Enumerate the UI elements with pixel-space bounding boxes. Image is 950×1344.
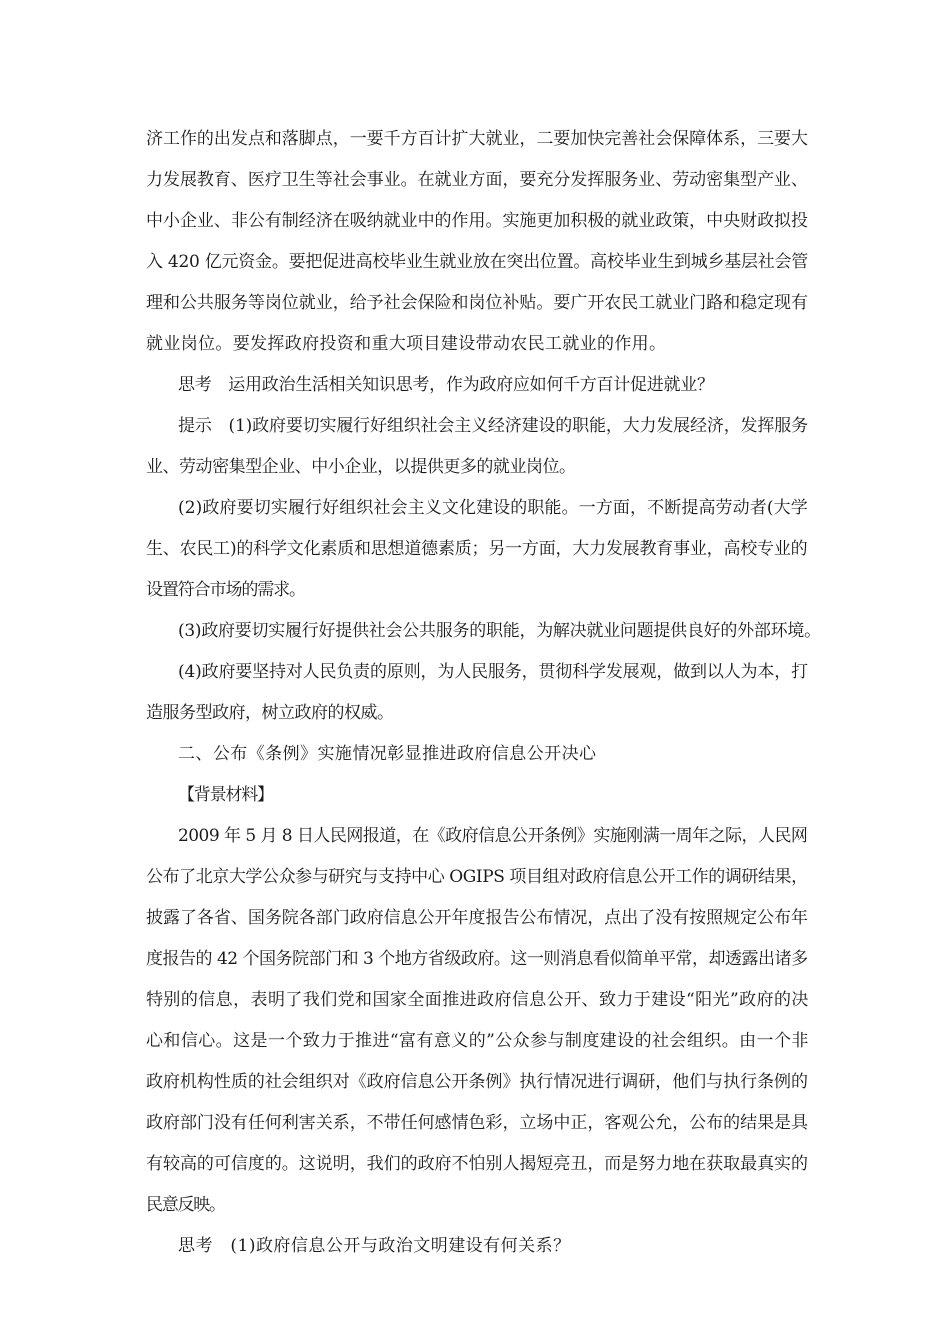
text-line: 政府部门没有任何利害关系，不带任何感情色彩，立场中正，客观公允，公布的结果是具 xyxy=(146,1113,808,1133)
text-line: 生、农民工)的科学文化素质和思想道德素质；另一方面，大力发展教育事业，高校专业的 xyxy=(146,539,808,559)
text-line: 造服务型政府，树立政府的权威。 xyxy=(146,703,394,723)
text-line: 心和信心。这是一个致力于推进“富有意义的”公众参与制度建设的社会组织。由一个非 xyxy=(146,1031,809,1051)
text-line: 业、劳动密集型企业、中小企业，以提供更多的就业岗位。 xyxy=(146,457,576,477)
text-line: 入 420 亿元资金。要把促进高校毕业生就业放在突出位置。高校毕业生到城乡基层社会管 xyxy=(146,252,809,272)
text-line: 理和公共服务等岗位就业，给予社会保险和岗位补贴。要广开农民工就业门路和稳定现有 xyxy=(146,293,808,313)
text-line: 中小企业、非公有制经济在吸纳就业中的作用。实施更加积极的就业政策，中央财政拟投 xyxy=(146,211,808,231)
text-line: (4)政府要坚持对人民负责的原则，为人民服务，贯彻科学发展观，做到以人为本，打 xyxy=(178,662,808,682)
text-line: 度报告的 42 个国务院部门和 3 个地方省级政府。这一则消息看似简单平常，却透露出诸多 xyxy=(146,949,808,969)
text-line: 思考 运用政治生活相关知识思考，作为政府应如何千方百计促进就业？ xyxy=(178,375,714,395)
text-line: 设置符合市场的需求。 xyxy=(146,580,305,600)
text-line: 披露了各省、国务院各部门政府信息公开年度报告公布情况，点出了没有按照规定公布年 xyxy=(146,908,808,928)
text-line: (3)政府要切实履行好提供社会公共服务的职能，为解决就业问题提供良好的外部环境。 xyxy=(178,621,821,641)
text-line: 公布了北京大学公众参与研究与支持中心 OGIPS 项目组对政府信息公开工作的调研结果， xyxy=(146,867,808,887)
section-heading: 二、公布《条例》实施情况彰显推进政府信息公开决心 xyxy=(178,744,597,764)
section-label: 【背景材料】 xyxy=(178,785,273,805)
text-line: 政府机构性质的社会组织对《政府信息公开条例》执行情况进行调研，他们与执行条例的 xyxy=(146,1072,808,1092)
text-line: 济工作的出发点和落脚点，一要千方百计扩大就业，二要加快完善社会保障体系，三要大 xyxy=(146,129,808,149)
text-line: 就业岗位。要发挥政府投资和重大项目建设带动农民工就业的作用。 xyxy=(146,334,667,354)
text-line: 力发展教育、医疗卫生等社会事业。在就业方面，要充分发挥服务业、劳动密集型产业、 xyxy=(146,170,808,190)
text-line: 有较高的可信度的。这说明，我们的政府不怕别人揭短亮丑，而是努力地在获取最真实的 xyxy=(146,1154,808,1174)
text-line: (2)政府要切实履行好组织社会主义文化建设的职能。一方面，不断提高劳动者(大学 xyxy=(178,498,808,518)
text-line: 提示 (1)政府要切实履行好组织社会主义经济建设的职能，大力发展经济，发挥服务 xyxy=(178,416,808,436)
text-line: 2009 年 5 月 8 日人民网报道，在《政府信息公开条例》实施刚满一周年之际，人民网 xyxy=(178,826,808,846)
text-line: 特别的信息，表明了我们党和国家全面推进政府信息公开、致力于建设“阳光”政府的决 xyxy=(146,990,809,1010)
text-line: 思考 (1)政府信息公开与政治文明建设有何关系？ xyxy=(178,1236,571,1256)
text-line: 民意反映。 xyxy=(146,1195,225,1215)
